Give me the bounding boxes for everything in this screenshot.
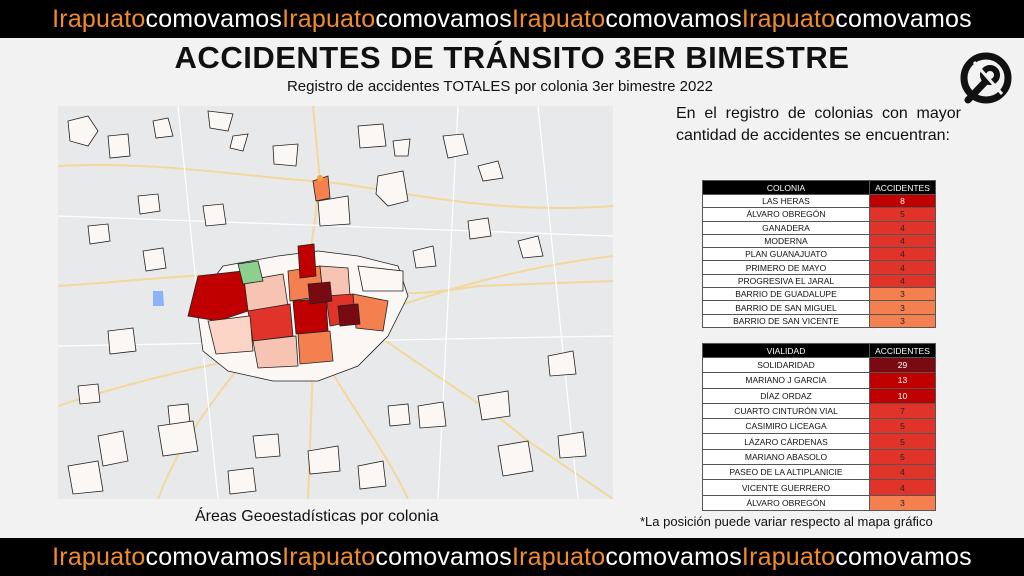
table-row: [703, 221, 936, 234]
accident-count: 4: [870, 221, 936, 234]
accident-count: 3: [870, 495, 936, 510]
accident-count: 5: [870, 208, 936, 221]
accident-count: 4: [870, 465, 936, 480]
table-row: [703, 314, 936, 327]
column-header-vialidad: VIALIDAD: [703, 344, 870, 358]
banner-word: Irapuato: [52, 4, 146, 33]
accident-count: 3: [870, 288, 936, 301]
accident-count: 3: [870, 314, 936, 327]
table-row: [703, 465, 936, 480]
accident-count: 10: [870, 388, 936, 403]
intro-text: En el registro de colonias con mayor cantidad de accidentes se encuentran:: [676, 105, 961, 144]
vialidad-name: SOLIDARIDAD: [703, 358, 870, 373]
bottom-brand-banner: [0, 538, 1024, 576]
table-header-row: [703, 181, 936, 195]
accident-count: 7: [870, 403, 936, 418]
colonia-name: BARRIO DE GUADALUPE: [703, 288, 870, 301]
banner-word: comovamos: [375, 542, 512, 571]
table-row: [703, 248, 936, 261]
banner-word: Irapuato: [741, 542, 836, 571]
column-header-colonia: COLONIA: [703, 181, 870, 195]
banner-word: Irapuato: [52, 542, 146, 571]
colonia-name: LAS HERAS: [703, 195, 870, 208]
banner-word: Irapuato: [512, 542, 606, 571]
accident-count: 5: [870, 449, 936, 464]
page-subtitle: Registro de accidentes TOTALES por colonia 3er bimestre 2022: [286, 78, 714, 95]
table-row: [703, 388, 936, 403]
colonia-name: PLAN GUANAJUATO: [703, 248, 870, 261]
accident-count: 29: [870, 358, 936, 373]
accident-count: 8: [870, 195, 936, 208]
table-row: [703, 495, 936, 510]
colonia-name: MODERNA: [703, 234, 870, 247]
banner-word: comovamos: [145, 542, 283, 571]
colonia-name: PROGRESIVA EL JARAL: [703, 274, 870, 287]
footnote: *La posición puede variar respecto al mapa gráfico: [640, 514, 933, 529]
table-header-row: [703, 344, 936, 358]
table-row: [703, 449, 936, 464]
column-header-accidentes: ACCIDENTES: [870, 181, 936, 195]
accident-count: 4: [870, 480, 936, 495]
table-row: [703, 358, 936, 373]
table-row: [703, 480, 936, 495]
table-row: [703, 403, 936, 418]
table-row: [703, 288, 936, 301]
accident-count: 4: [870, 234, 936, 247]
vialidad-name: VICENTE GUERRERO: [703, 480, 870, 495]
brand-logo-icon: [956, 48, 1016, 108]
banner-word: comovamos: [835, 4, 972, 33]
vialidad-name: CUARTO CINTURÓN VIAL: [703, 403, 870, 418]
colonia-name: BARRIO DE SAN MIGUEL: [703, 301, 870, 314]
table-row: [703, 208, 936, 221]
vialidad-name: ÁLVARO OBREGÓN: [703, 495, 870, 510]
table-row: [703, 195, 936, 208]
banner-word: comovamos: [605, 542, 742, 571]
accident-count: 4: [870, 248, 936, 261]
vialidad-name: DÍAZ ORDAZ: [703, 388, 870, 403]
colonia-name: GANADERA: [703, 221, 870, 234]
vialidad-name: PASEO DE LA ALTIPLANICIE: [703, 465, 870, 480]
accident-count: 3: [870, 301, 936, 314]
vialidad-name: LÁZARO CÁRDENAS: [703, 434, 870, 449]
city-map-graphic: [58, 106, 613, 499]
accident-count: 4: [870, 261, 936, 274]
table-row: [703, 301, 936, 314]
banner-word: comovamos: [605, 4, 742, 33]
map-caption: Áreas Geoestadísticas por colonia: [195, 508, 439, 525]
colonia-name: BARRIO DE SAN VICENTE: [703, 314, 870, 327]
vialidad-name: MARIANO J GARCIA: [703, 373, 870, 388]
table-row: [703, 234, 936, 247]
banner-word: Irapuato: [282, 542, 376, 571]
top-brand-banner: [0, 0, 1024, 38]
page-title: ACCIDENTES DE TRÁNSITO 3ER BIMESTRE: [174, 40, 850, 75]
table-row: [703, 261, 936, 274]
colonia-name: ÁLVARO OBREGÓN: [703, 208, 870, 221]
column-header-accidentes: ACCIDENTES: [870, 344, 936, 358]
accident-map: [58, 106, 613, 499]
vialidades-table: [702, 343, 936, 511]
banner-word: comovamos: [375, 4, 512, 33]
accident-count: 13: [870, 373, 936, 388]
table-row: [703, 419, 936, 434]
vialidad-name: CASIMIRO LICEAGA: [703, 419, 870, 434]
banner-word: Irapuato: [512, 4, 606, 33]
table-row: [703, 274, 936, 287]
vialidad-name: MARIANO ABASOLO: [703, 449, 870, 464]
accident-count: 5: [870, 419, 936, 434]
banner-word: comovamos: [835, 542, 972, 571]
accident-count: 5: [870, 434, 936, 449]
colonias-table: [702, 180, 936, 328]
table-row: [703, 434, 936, 449]
banner-word: Irapuato: [741, 4, 836, 33]
colonia-name: PRIMERO DE MAYO: [703, 261, 870, 274]
accident-count: 4: [870, 274, 936, 287]
banner-word: comovamos: [145, 4, 283, 33]
banner-word: Irapuato: [282, 4, 376, 33]
table-row: [703, 373, 936, 388]
